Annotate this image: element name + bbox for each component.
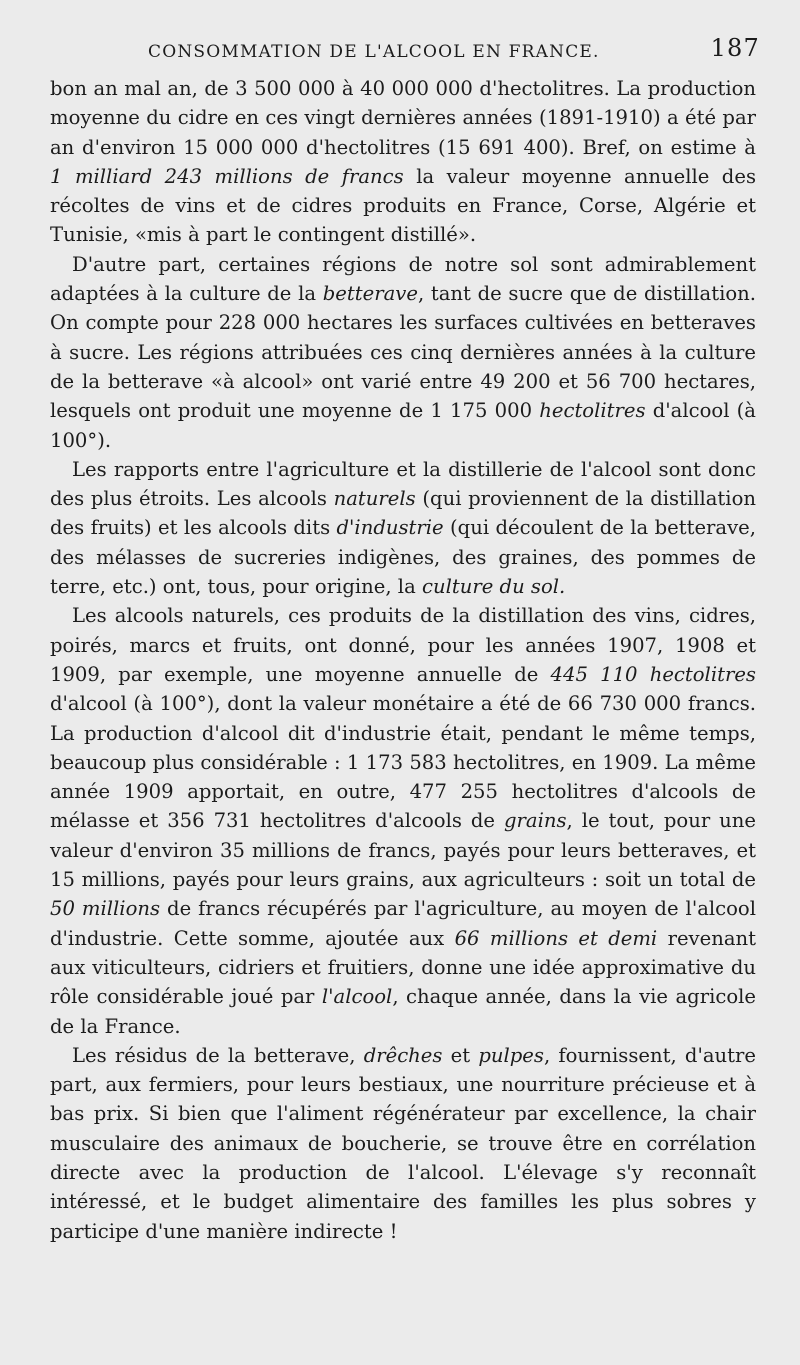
running-head: [50, 30, 760, 70]
text-run: (qui proviennent de la distillation des fruits) et les alcools dits: [50, 487, 756, 540]
italic-text-run: 50 millions: [50, 897, 161, 921]
text-run: , tant de sucre que de distillation. On compte pour 228 000 hectares les surfaces cultivées en betteraves à sucre. Les régions attribuées ces cinq dernières années à la culture de la betterave «à alcool» ont varié entre 49 200 et 56 700 hectares, lesquels ont produit une moyenne de 1 175 000: [50, 282, 756, 423]
italic-text-run: hectolitres: [539, 399, 646, 423]
text-run: et: [442, 1043, 479, 1067]
italic-text-run: 1 milliard 243 millions de francs: [50, 164, 404, 188]
italic-text-run: culture du sol.: [422, 575, 566, 599]
text-run: d'alcool (à 100°), dont la valeur monétaire a été de 66 730 000 francs. La production d'alcool dit d'industrie était, pendant le même temps, beaucoup plus considérable : 1 173 583 hectolitres, en 1909. La même année 1909 apportait, en outre, 477 255 hectolitres d'alcools de mélasse et 356 731 hectolitres d'alcools de: [50, 692, 756, 833]
text-run: Les alcools naturels, ces produits de la distillation des vins, cidres, poirés, marcs et fruits, ont donné, pour les années 1907, 1908 et 1909, par exemple, une moyenne annuelle de: [50, 604, 756, 686]
page-number: 187: [710, 34, 760, 62]
text-run: Les résidus de la betterave,: [72, 1043, 364, 1067]
italic-text-run: pulpes: [478, 1043, 544, 1067]
text-run: Les rapports entre l'agriculture et la distillerie de l'alcool sont donc des plus étroits. Les alcools: [50, 457, 756, 511]
text-run: la valeur moyenne annuelle des récoltes de vins et de cidres produits en France, Corse, Algérie et Tunisie, «mis à part le contingent distillé».: [50, 164, 756, 247]
italic-text-run: l'alcool: [321, 985, 393, 1009]
italic-text-run: 445 110 hectolitres: [550, 662, 756, 686]
text-run: bon an mal an, de 3 500 000 à 40 000 000 d'hectolitres. La production moyenne du cidre en ces vingt dernières années (1891-1910) a été par an d'environ 15 000 000 d'hectolitres (15 691 400). Bref, on estime à: [50, 77, 756, 159]
italic-text-run: grains: [503, 809, 567, 833]
text-run: d'alcool (à 100°).: [50, 399, 756, 452]
paragraph: [50, 1041, 756, 1246]
paragraph: [50, 455, 756, 601]
paragraph: [50, 250, 756, 455]
italic-text-run: drêches: [363, 1043, 443, 1067]
text-run: (qui découlent de la betterave, des mélasses de sucreries indigènes, des graines, des pommes de terre, etc.) ont, tous, pour origine, la: [50, 516, 756, 599]
italic-text-run: d'industrie: [336, 516, 444, 540]
text-run: de francs récupérés par l'agriculture, au moyen de l'alcool d'industrie. Cette somme, ajoutée aux: [50, 897, 756, 950]
italic-text-run: naturels: [333, 487, 416, 511]
body-text: [50, 74, 756, 1246]
italic-text-run: betterave: [322, 282, 418, 306]
italic-text-run: 66 millions et demi: [454, 926, 658, 950]
running-title: CONSOMMATION DE L'ALCOOL EN FRANCE.: [148, 42, 600, 62]
text-run: , le tout, pour une valeur d'environ 35 millions de francs, payés pour leurs betteraves, et 15 millions, payés pour leurs grains, aux agriculteurs : soit un total de: [50, 809, 756, 892]
paragraph: [50, 601, 756, 1040]
text-run: , chaque année, dans la vie agricole de la France.: [50, 985, 756, 1038]
text-run: , fournissent, d'autre part, aux fermiers, pour leurs bestiaux, une nourriture précieuse et à bas prix. Si bien que l'aliment régénérateur par excellence, la chair musculaire des animaux de boucherie, se trouve être en corrélation directe avec la production de l'alcool. L'élevage s'y reconnaît intéressé, et le budget alimentaire des familles les plus sobres y participe d'une manière indirecte !: [50, 1043, 756, 1243]
paragraph: [50, 74, 756, 250]
text-run: D'autre part, certaines régions de notre sol sont admirablement adaptées à la culture de la: [50, 252, 756, 306]
text-run: revenant aux viticulteurs, cidriers et fruitiers, donne une idée approximative du rôle considérable joué par: [50, 926, 756, 1009]
